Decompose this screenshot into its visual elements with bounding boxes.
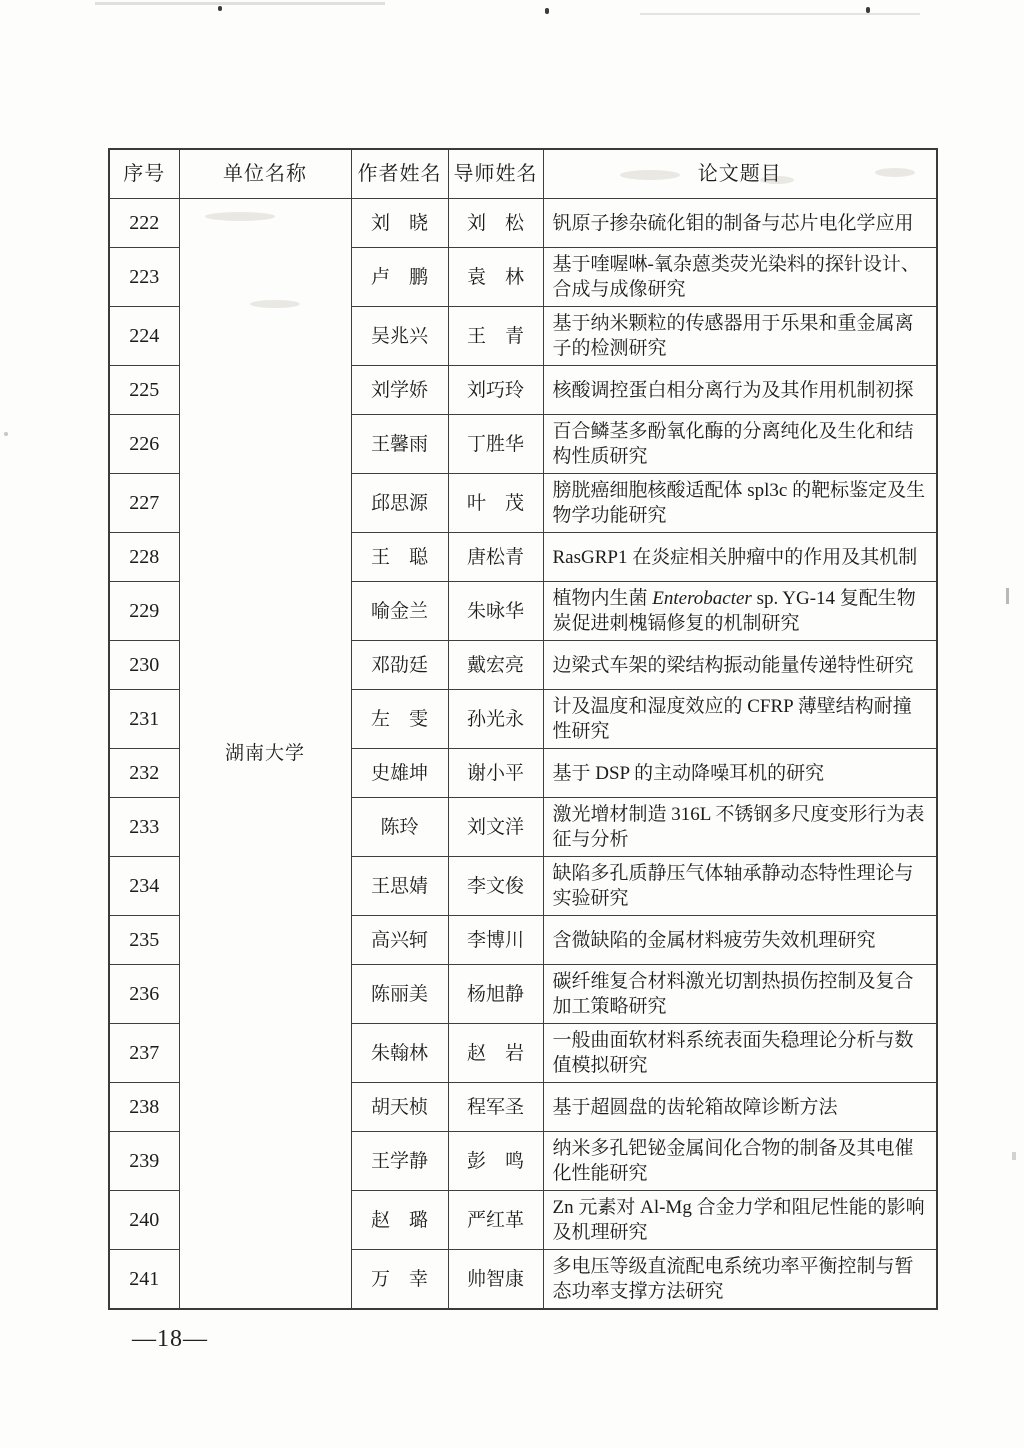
row-number-cell: 235	[109, 916, 179, 965]
header-advisor-name: 导师姓名	[448, 149, 543, 199]
thesis-title-cell: 多电压等级直流配电系统功率平衡控制与暂态功率支撑方法研究	[543, 1250, 937, 1310]
advisor-name-cell: 袁 林	[448, 248, 543, 307]
author-name-cell: 卢 鹏	[351, 248, 448, 307]
table-header-row	[109, 149, 937, 199]
author-name-cell: 吴兆兴	[351, 307, 448, 366]
thesis-title-cell: 基于纳米颗粒的传感器用于乐果和重金属离子的检测研究	[543, 307, 937, 366]
advisor-name-cell: 唐松青	[448, 533, 543, 582]
thesis-title-cell: 纳米多孔钯铋金属间化合物的制备及其电催化性能研究	[543, 1132, 937, 1191]
author-name-cell: 史雄坤	[351, 749, 448, 798]
author-name-cell: 王学静	[351, 1132, 448, 1191]
row-number-cell: 237	[109, 1024, 179, 1083]
row-number-cell: 234	[109, 857, 179, 916]
advisor-name-cell: 李博川	[448, 916, 543, 965]
thesis-title-cell: 缺陷多孔质静压气体轴承静动态特性理论与实验研究	[543, 857, 937, 916]
row-number-cell: 225	[109, 366, 179, 415]
author-name-cell: 陈丽美	[351, 965, 448, 1024]
advisor-name-cell: 帅智康	[448, 1250, 543, 1310]
page-number: —18—	[132, 1326, 208, 1352]
thesis-records-table	[108, 148, 938, 1310]
header-serial-number: 序号	[109, 149, 179, 199]
unit-name-cell: 湖南大学	[179, 199, 351, 1310]
advisor-name-cell: 谢小平	[448, 749, 543, 798]
author-name-cell: 王思婧	[351, 857, 448, 916]
row-number-cell: 239	[109, 1132, 179, 1191]
row-number-cell: 226	[109, 415, 179, 474]
thesis-title-cell: Zn 元素对 Al-Mg 合金力学和阻尼性能的影响及机理研究	[543, 1191, 937, 1250]
thesis-title-cell: 钒原子掺杂硫化钼的制备与芯片电化学应用	[543, 199, 937, 248]
thesis-title-cell: RasGRP1 在炎症相关肿瘤中的作用及其机制	[543, 533, 937, 582]
row-number-cell: 230	[109, 641, 179, 690]
thesis-title-cell: 膀胱癌细胞核酸适配体 spl3c 的靶标鉴定及生物学功能研究	[543, 474, 937, 533]
row-number-cell: 229	[109, 582, 179, 641]
table-row	[109, 199, 937, 248]
table-body	[109, 199, 937, 1310]
advisor-name-cell: 刘文洋	[448, 798, 543, 857]
thesis-title-cell: 激光增材制造 316L 不锈钢多尺度变形行为表征与分析	[543, 798, 937, 857]
row-number-cell: 222	[109, 199, 179, 248]
author-name-cell: 王馨雨	[351, 415, 448, 474]
advisor-name-cell: 李文俊	[448, 857, 543, 916]
row-number-cell: 240	[109, 1191, 179, 1250]
row-number-cell: 231	[109, 690, 179, 749]
advisor-name-cell: 刘巧玲	[448, 366, 543, 415]
scan-artifact-edge-mark	[1012, 1152, 1016, 1160]
row-number-cell: 241	[109, 1250, 179, 1310]
header-author-name: 作者姓名	[351, 149, 448, 199]
author-name-cell: 万 幸	[351, 1250, 448, 1310]
author-name-cell: 左 雯	[351, 690, 448, 749]
scan-artifact-dot	[545, 8, 549, 14]
advisor-name-cell: 戴宏亮	[448, 641, 543, 690]
advisor-name-cell: 彭 鸣	[448, 1132, 543, 1191]
thesis-title-cell: 一般曲面软材料系统表面失稳理论分析与数值模拟研究	[543, 1024, 937, 1083]
row-number-cell: 238	[109, 1083, 179, 1132]
author-name-cell: 刘 晓	[351, 199, 448, 248]
advisor-name-cell: 叶 茂	[448, 474, 543, 533]
thesis-title-cell: 含微缺陷的金属材料疲劳失效机理研究	[543, 916, 937, 965]
advisor-name-cell: 刘 松	[448, 199, 543, 248]
scan-artifact-edge-mark	[1006, 588, 1009, 604]
thesis-title-cell: 基于 DSP 的主动降噪耳机的研究	[543, 749, 937, 798]
header-unit-name: 单位名称	[179, 149, 351, 199]
author-name-cell: 高兴轲	[351, 916, 448, 965]
author-name-cell: 邱思源	[351, 474, 448, 533]
author-name-cell: 邓劭廷	[351, 641, 448, 690]
row-number-cell: 228	[109, 533, 179, 582]
author-name-cell: 喻金兰	[351, 582, 448, 641]
thesis-title-cell: 计及温度和湿度效应的 CFRP 薄壁结构耐撞性研究	[543, 690, 937, 749]
author-name-cell: 赵 璐	[351, 1191, 448, 1250]
row-number-cell: 224	[109, 307, 179, 366]
scan-artifact-edge-mark	[4, 432, 8, 436]
advisor-name-cell: 赵 岩	[448, 1024, 543, 1083]
thesis-title-cell: 边梁式车架的梁结构振动能量传递特性研究	[543, 641, 937, 690]
author-name-cell: 胡天桢	[351, 1083, 448, 1132]
advisor-name-cell: 杨旭静	[448, 965, 543, 1024]
advisor-name-cell: 孙光永	[448, 690, 543, 749]
thesis-title-cell: 碳纤维复合材料激光切割热损伤控制及复合加工策略研究	[543, 965, 937, 1024]
row-number-cell: 233	[109, 798, 179, 857]
author-name-cell: 陈玲	[351, 798, 448, 857]
row-number-cell: 232	[109, 749, 179, 798]
thesis-title-cell: 百合鳞茎多酚氧化酶的分离纯化及生化和结构性质研究	[543, 415, 937, 474]
advisor-name-cell: 朱咏华	[448, 582, 543, 641]
author-name-cell: 朱翰林	[351, 1024, 448, 1083]
thesis-title-cell: 核酸调控蛋白相分离行为及其作用机制初探	[543, 366, 937, 415]
row-number-cell: 236	[109, 965, 179, 1024]
advisor-name-cell: 程军圣	[448, 1083, 543, 1132]
thesis-title-cell: 基于喹喔啉-氧杂蒽类荧光染料的探针设计、合成与成像研究	[543, 248, 937, 307]
author-name-cell: 刘学娇	[351, 366, 448, 415]
scan-artifact-streak	[640, 13, 920, 15]
advisor-name-cell: 丁胜华	[448, 415, 543, 474]
header-thesis-title: 论文题目	[543, 149, 937, 199]
row-number-cell: 227	[109, 474, 179, 533]
row-number-cell: 223	[109, 248, 179, 307]
scan-artifact-streak	[95, 2, 385, 5]
thesis-title-cell: 基于超圆盘的齿轮箱故障诊断方法	[543, 1083, 937, 1132]
author-name-cell: 王 聪	[351, 533, 448, 582]
scan-artifact-dot	[218, 6, 222, 11]
advisor-name-cell: 严红革	[448, 1191, 543, 1250]
advisor-name-cell: 王 青	[448, 307, 543, 366]
thesis-title-cell: 植物内生菌 Enterobacter sp. YG-14 复配生物炭促进刺槐镉修复的机制研究	[543, 582, 937, 641]
